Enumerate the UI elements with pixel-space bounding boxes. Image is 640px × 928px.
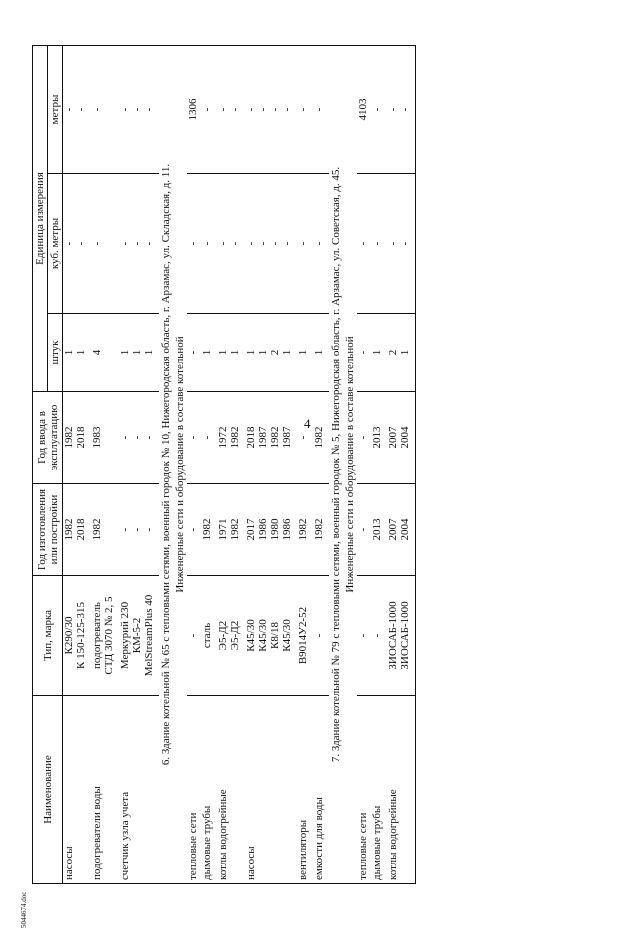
col-header-year-made: Год изготовления или постройки (33, 484, 63, 576)
cell-cubic: - (371, 174, 383, 314)
table-row (245, 45, 257, 883)
cell-year-commissioned: - (131, 392, 143, 484)
cell-meters: - (297, 45, 309, 173)
row-spacer (411, 45, 416, 883)
cell-name (399, 696, 411, 884)
cell-type: MelStreamPlus 40 (143, 576, 155, 696)
cell-type: СТД 3070 № 2, 5 (103, 576, 115, 696)
table-row (131, 45, 143, 883)
cell-pieces: 1 (217, 314, 229, 392)
table-body (63, 45, 416, 883)
cell-year-made: 1982 (297, 484, 309, 576)
cell-pieces: 2 (387, 314, 399, 392)
cell-name: котлы водогрейные (387, 696, 399, 884)
cell-pieces: 1 (257, 314, 269, 392)
table-row (91, 45, 103, 883)
cell-year-commissioned: 2004 (399, 392, 411, 484)
table-row (387, 45, 399, 883)
cell-pieces: 1 (119, 314, 131, 392)
cell-year-made: - (143, 484, 155, 576)
cell-name (269, 696, 281, 884)
cell-year-commissioned: 1982 (313, 392, 325, 484)
spacer-cell (411, 696, 416, 884)
cell-type: подогреватель (91, 576, 103, 696)
table-row (297, 45, 309, 883)
cell-pieces: 1 (131, 314, 143, 392)
cell-cubic: - (297, 174, 309, 314)
spacer-cell (411, 45, 416, 173)
cell-name: дымовые трубы (201, 696, 213, 884)
rotated-page (32, 34, 632, 884)
cell-pieces: 1 (281, 314, 293, 392)
cell-name (75, 696, 87, 884)
cell-type: Э5-Д2 (229, 576, 241, 696)
cell-year-made: 1982 (229, 484, 241, 576)
cell-type: К45/30 (245, 576, 257, 696)
cell-meters: - (399, 45, 411, 173)
cell-year-commissioned: 2007 (387, 392, 399, 484)
cell-year-made: 2018 (75, 484, 87, 576)
cell-type: - (313, 576, 325, 696)
cell-cubic: - (399, 174, 411, 314)
cell-pieces: 1 (297, 314, 309, 392)
cell-name (257, 696, 269, 884)
cell-type: Э5-Д2 (217, 576, 229, 696)
cell-meters-total: 4103 (357, 45, 371, 173)
cell-year-commissioned: 2018 (245, 392, 257, 484)
table-row (281, 45, 293, 883)
table-row (399, 45, 411, 883)
table-row (63, 45, 76, 883)
cell-pieces: 1 (201, 314, 213, 392)
col-header-name: Наименование (33, 696, 63, 884)
cell-year-commissioned: 1982 (269, 392, 281, 484)
cell-pieces: 1 (63, 314, 76, 392)
cell-type: ЗИОСАБ-1000 (399, 576, 411, 696)
cell-type: К8/18 (269, 576, 281, 696)
cell-year-commissioned: 2013 (371, 392, 383, 484)
cell-cubic: - (357, 174, 371, 314)
cell-type: К290/30 (63, 576, 76, 696)
cell-type: - (357, 576, 371, 696)
cell-pieces: 1 (75, 314, 87, 392)
spacer-cell (411, 314, 416, 392)
cell-meters: - (143, 45, 155, 173)
cell-pieces (103, 314, 115, 392)
cell-name: вентиляторы (297, 696, 309, 884)
table-row (119, 45, 131, 883)
cell-meters: - (91, 45, 103, 173)
cell-year-commissioned: 1987 (257, 392, 269, 484)
section-subtitle: Инженерные сети и оборудование в составе котельной (173, 45, 187, 883)
cell-cubic: - (131, 174, 143, 314)
cell-year-made: 1986 (257, 484, 269, 576)
spacer-cell (411, 392, 416, 484)
cell-name (103, 696, 115, 884)
cell-meters-total: 1306 (187, 45, 201, 173)
cell-meters: - (229, 45, 241, 173)
section-subtitle-row (173, 45, 187, 883)
cell-year-commissioned: - (119, 392, 131, 484)
cell-type: - (371, 576, 383, 696)
cell-cubic: - (75, 174, 87, 314)
cell-type: сталь (201, 576, 213, 696)
cell-pieces: - (187, 314, 201, 392)
cell-pieces: 1 (143, 314, 155, 392)
cell-cubic: - (313, 174, 325, 314)
table-row (229, 45, 241, 883)
table-row (103, 45, 115, 883)
cell-year-commissioned: 1983 (91, 392, 103, 484)
table-row (75, 45, 87, 883)
cell-year-made: 1971 (217, 484, 229, 576)
cell-meters: - (217, 45, 229, 173)
cell-meters: - (119, 45, 131, 173)
cell-name (131, 696, 143, 884)
cell-meters (103, 45, 115, 173)
cell-cubic: - (119, 174, 131, 314)
cell-year-commissioned (103, 392, 115, 484)
cell-type: К45/30 (281, 576, 293, 696)
cell-year-made: 1982 (313, 484, 325, 576)
cell-cubic: - (201, 174, 213, 314)
cell-meters: - (131, 45, 143, 173)
cell-cubic: - (217, 174, 229, 314)
cell-year-made: 2013 (371, 484, 383, 576)
cell-year-commissioned: 1982 (229, 392, 241, 484)
section-title: 6. Здание котельной № 65 с тепловыми сетями, военный городок № 10, Нижегородская область, г. Арзамас, ул. Складская, д. 11. (159, 45, 173, 883)
cell-meters: - (313, 45, 325, 173)
cell-cubic (103, 174, 115, 314)
cell-year-commissioned: - (143, 392, 155, 484)
section-title: 7. Здание котельной № 79 с тепловыми сетями, военный городок № 5, Нижегородская область, г. Арзамас, ул. Советская, д. 45. (329, 45, 343, 883)
section-title-row (329, 45, 343, 883)
spacer-cell (411, 576, 416, 696)
cell-name: тепловые сети (187, 696, 201, 884)
cell-cubic: - (387, 174, 399, 314)
col-header-unit: Единица измерения (33, 45, 48, 391)
cell-name: подогреватели воды (91, 696, 103, 884)
footer-filename: 5044674.doc (20, 891, 28, 928)
cell-pieces: 1 (313, 314, 325, 392)
cell-meters: - (387, 45, 399, 173)
cell-year-made: 1986 (281, 484, 293, 576)
heat-network-row (357, 45, 371, 883)
cell-pieces: 4 (91, 314, 103, 392)
cell-year-made: - (187, 484, 201, 576)
col-header-cubic: куб. метры (48, 174, 63, 314)
cell-name: тепловые сети (357, 696, 371, 884)
cell-cubic: - (269, 174, 281, 314)
equipment-table (32, 45, 416, 884)
cell-cubic: - (143, 174, 155, 314)
cell-year-commissioned: - (357, 392, 371, 484)
cell-year-commissioned: 1987 (281, 392, 293, 484)
cell-pieces: 1 (245, 314, 257, 392)
table-row (269, 45, 281, 883)
cell-type: КМ-5-2 (131, 576, 143, 696)
table-row (201, 45, 213, 883)
cell-cubic: - (63, 174, 76, 314)
cell-meters: - (281, 45, 293, 173)
cell-name (143, 696, 155, 884)
cell-year-made: 1982 (201, 484, 213, 576)
cell-pieces: - (357, 314, 371, 392)
table-row (143, 45, 155, 883)
cell-meters: - (63, 45, 76, 173)
cell-name: котлы водогрейные (217, 696, 229, 884)
cell-meters: - (371, 45, 383, 173)
cell-pieces: 1 (229, 314, 241, 392)
cell-year-made: - (131, 484, 143, 576)
cell-type: Меркурий 230 (119, 576, 131, 696)
cell-year-made: 1982 (63, 484, 76, 576)
cell-pieces: 1 (399, 314, 411, 392)
cell-year-commissioned: - (297, 392, 309, 484)
cell-meters: - (269, 45, 281, 173)
cell-year-made (103, 484, 115, 576)
cell-year-made: 2007 (387, 484, 399, 576)
col-header-type: Тип, марка (33, 576, 63, 696)
cell-meters: - (257, 45, 269, 173)
cell-name (229, 696, 241, 884)
cell-cubic: - (245, 174, 257, 314)
cell-year-commissioned: 1972 (217, 392, 229, 484)
cell-year-made: 1980 (269, 484, 281, 576)
heat-network-row (187, 45, 201, 883)
cell-year-commissioned: 2018 (75, 392, 87, 484)
cell-meters: - (245, 45, 257, 173)
cell-name: насосы (245, 696, 257, 884)
cell-type: К45/30 (257, 576, 269, 696)
cell-name (281, 696, 293, 884)
cell-type: В9014У2-52 (297, 576, 309, 696)
cell-name: насосы (63, 696, 76, 884)
cell-year-made: 1982 (91, 484, 103, 576)
cell-cubic: - (229, 174, 241, 314)
col-header-year-commissioned: Год ввода в эксплуатацию (33, 392, 63, 484)
col-header-meters: метры (48, 45, 63, 173)
section-subtitle-row (343, 45, 357, 883)
table-row (257, 45, 269, 883)
cell-type: К 150-125-315 (75, 576, 87, 696)
cell-name: счетчик узла учета (119, 696, 131, 884)
cell-year-commissioned: - (201, 392, 213, 484)
col-header-pieces: штук (48, 314, 63, 392)
cell-cubic: - (281, 174, 293, 314)
cell-cubic: - (187, 174, 201, 314)
cell-year-commissioned: 1982 (63, 392, 76, 484)
spacer-cell (411, 174, 416, 314)
cell-year-made: 2017 (245, 484, 257, 576)
table-row (371, 45, 383, 883)
cell-pieces: 2 (269, 314, 281, 392)
cell-year-commissioned: - (187, 392, 201, 484)
cell-type: ЗИОСАБ-1000 (387, 576, 399, 696)
cell-year-made: - (119, 484, 131, 576)
page-number: 4 (304, 416, 311, 431)
table-row (313, 45, 325, 883)
section-title-row (159, 45, 173, 883)
cell-year-made: 2004 (399, 484, 411, 576)
cell-meters: - (201, 45, 213, 173)
cell-year-made: - (357, 484, 371, 576)
cell-meters: - (75, 45, 87, 173)
cell-name: емкости для воды (313, 696, 325, 884)
table-row (217, 45, 229, 883)
section-subtitle: Инженерные сети и оборудование в составе котельной (343, 45, 357, 883)
spacer-cell (411, 484, 416, 576)
cell-pieces: 1 (371, 314, 383, 392)
cell-name: дымовые трубы (371, 696, 383, 884)
cell-cubic: - (91, 174, 103, 314)
cell-type: - (187, 576, 201, 696)
cell-cubic: - (257, 174, 269, 314)
